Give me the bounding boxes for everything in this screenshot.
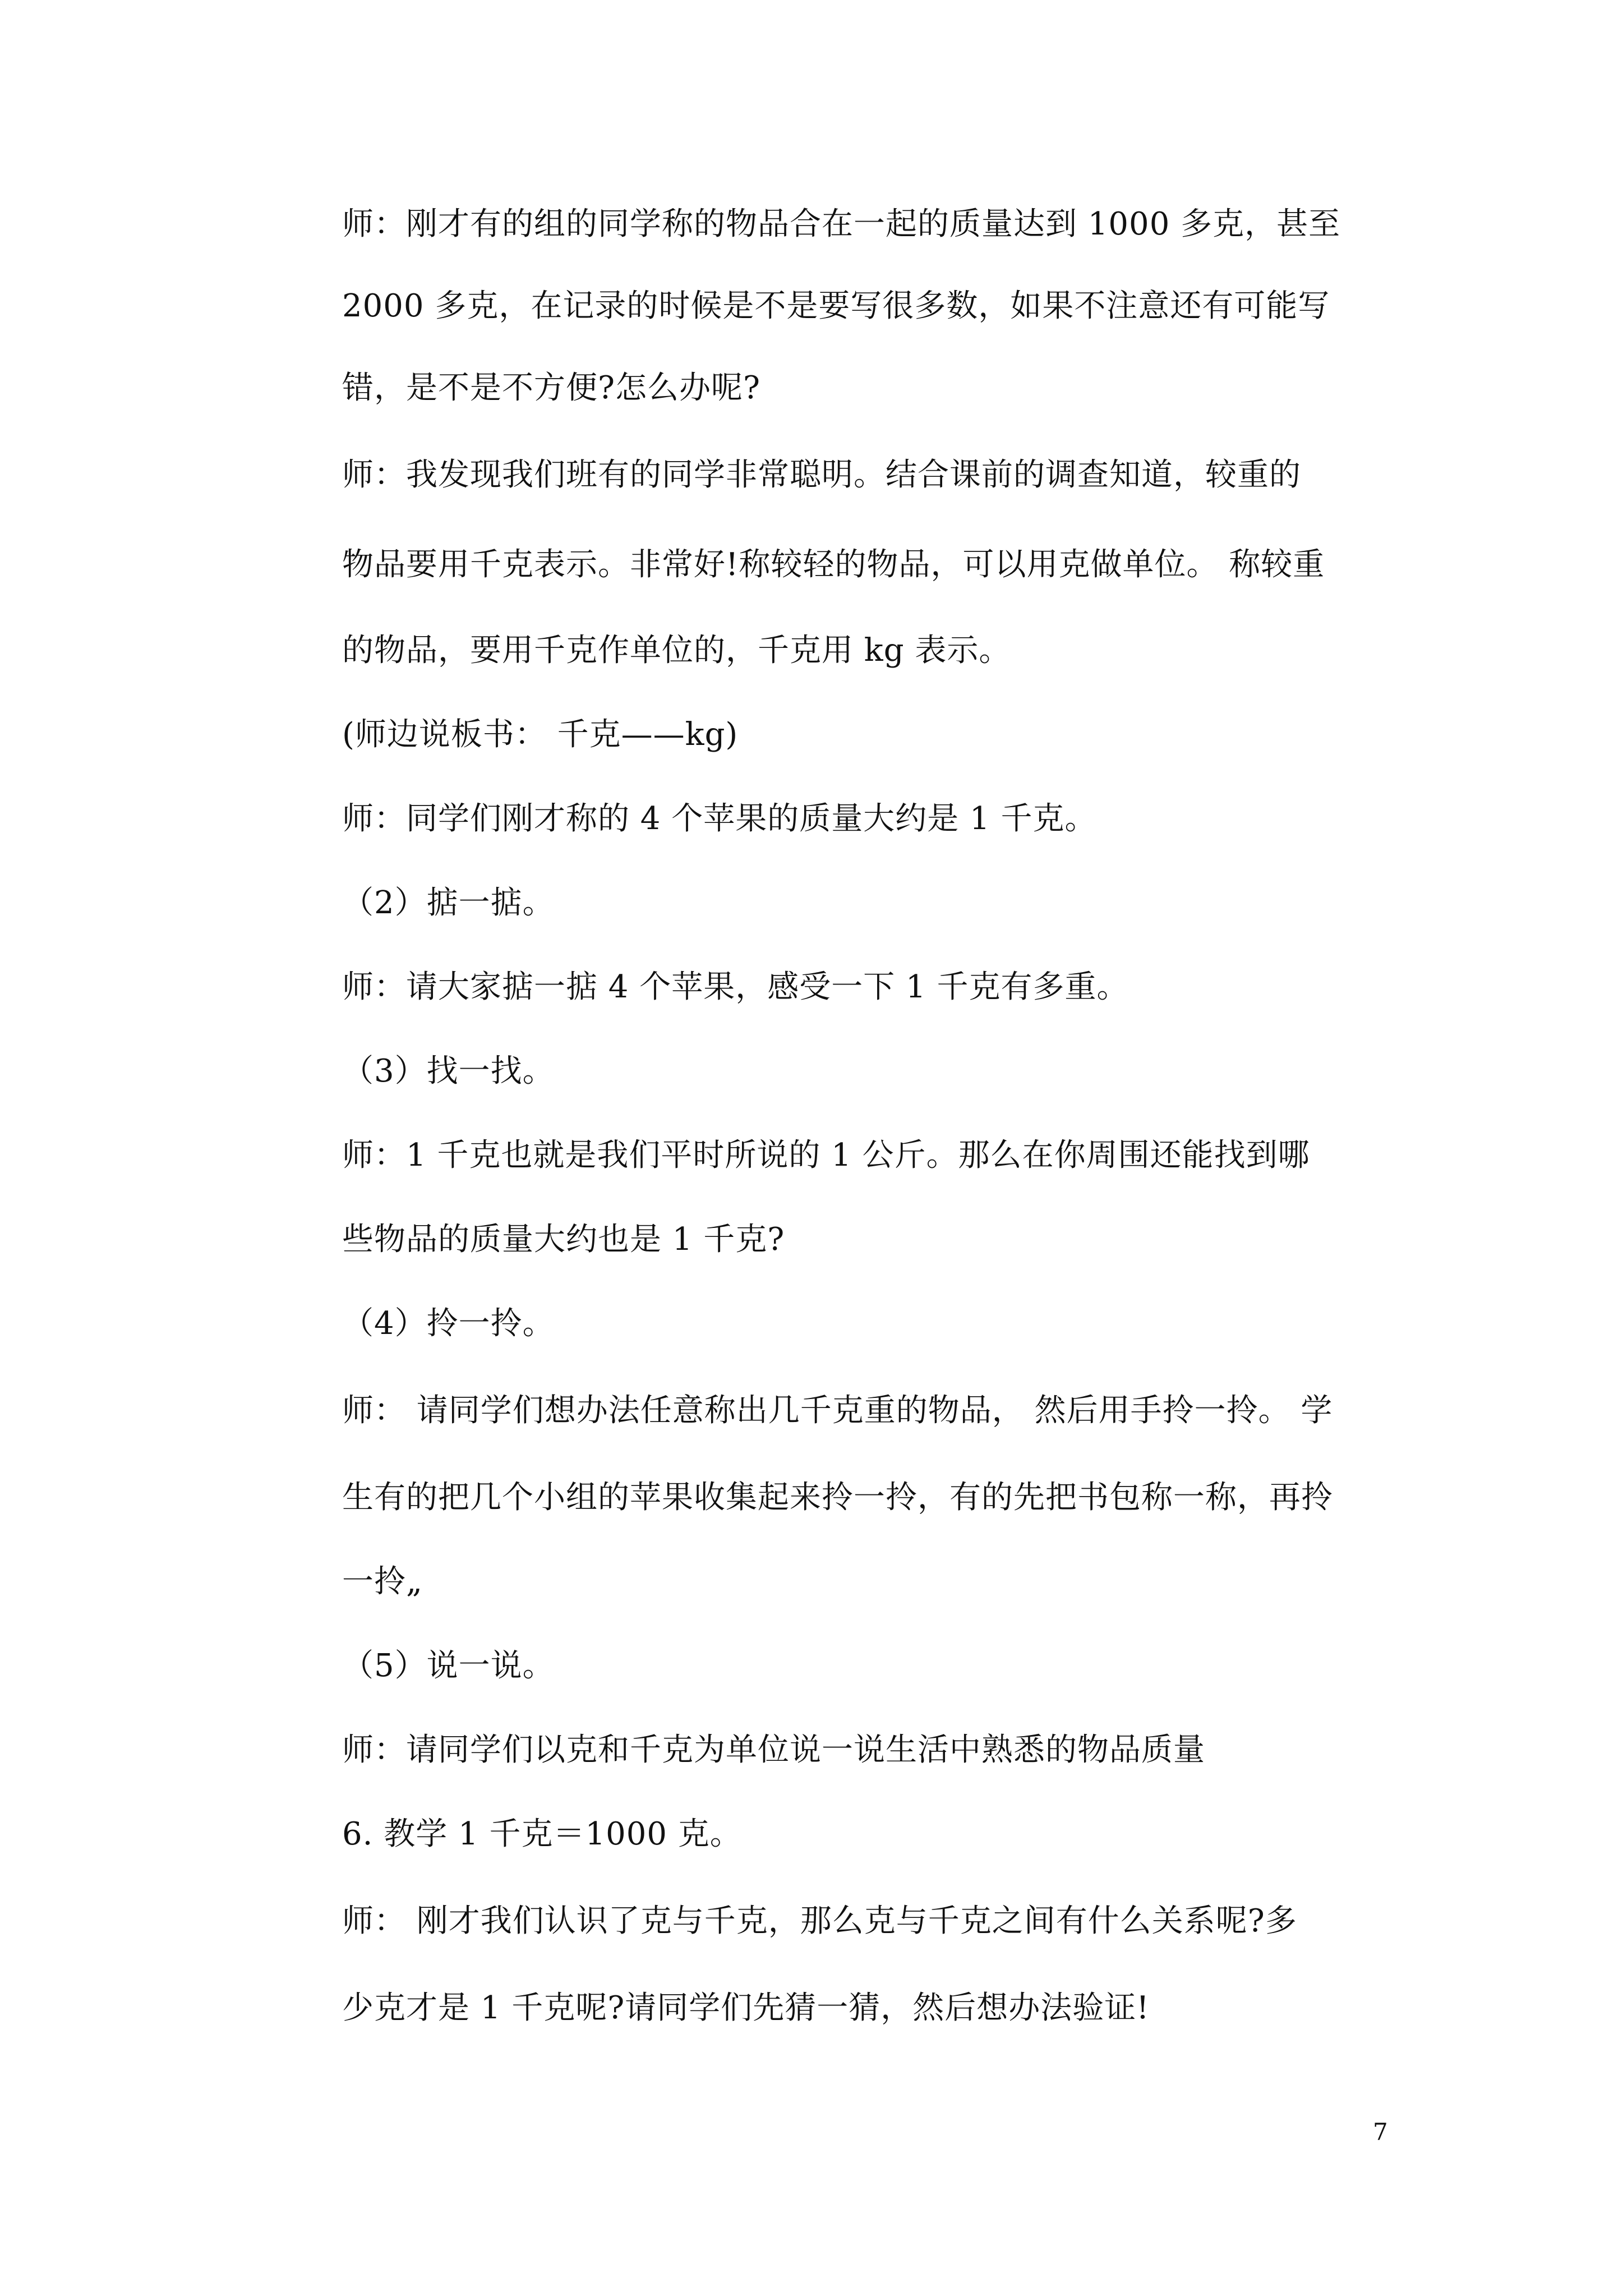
section-heading: （3）找一找。: [342, 1053, 555, 1089]
text-line: 师：同学们刚才称的 4 个苹果的质量大约是 1 千克。: [342, 800, 1097, 837]
text-line: 师：我发现我们班有的同学非常聪明。结合课前的调查知道，较重的: [342, 457, 1301, 493]
text-line: 生有的把几个小组的苹果收集起来拎一拎，有的先把书包称一称，再拎: [342, 1479, 1333, 1516]
text-line: 一拎„: [342, 1563, 423, 1600]
text-line: 物品要用千克表示。非常好!称较轻的物品，可以用克做单位。 称较重: [342, 546, 1325, 583]
section-heading: 6. 教学 1 千克＝1000 克。: [342, 1816, 742, 1852]
text-line: 师：请大家掂一掂 4 个苹果，感受一下 1 千克有多重。: [342, 969, 1129, 1005]
page-number: 7: [1373, 2118, 1388, 2146]
text-line: 师： 请同学们想办法任意称出几千克重的物品， 然后用手拎一拎。 学: [342, 1392, 1333, 1429]
text-line: 少克才是 1 千克呢?请同学们先猜一猜，然后想办法验证!: [342, 1990, 1150, 2026]
section-heading: （5）说一说。: [342, 1648, 555, 1684]
text-line: 师：请同学们以克和千克为单位说一说生活中熟悉的物品质量: [342, 1732, 1205, 1768]
text-line: 2000 多克，在记录的时候是不是要写很多数，如果不注意还有可能写: [342, 288, 1330, 324]
text-line: 错，是不是不方便?怎么办呢?: [342, 370, 761, 406]
text-line: 师： 刚才我们认识了克与千克，那么克与千克之间有什么关系呢?多: [342, 1903, 1297, 1939]
section-heading: （4）拎一拎。: [342, 1305, 555, 1342]
text-line: (师边说板书： 千克——kg): [342, 716, 739, 753]
text-line: 师：1 千克也就是我们平时所说的 1 公斤。那么在你周围还能找到哪: [342, 1137, 1310, 1174]
text-line: 的物品，要用千克作单位的，千克用 kg 表示。: [342, 632, 1011, 669]
text-line: 些物品的质量大约也是 1 千克?: [342, 1221, 785, 1258]
section-heading: （2）掂一掂。: [342, 885, 555, 921]
text-line: 师：刚才有的组的同学称的物品合在一起的质量达到 1000 多克，甚至: [342, 206, 1341, 242]
